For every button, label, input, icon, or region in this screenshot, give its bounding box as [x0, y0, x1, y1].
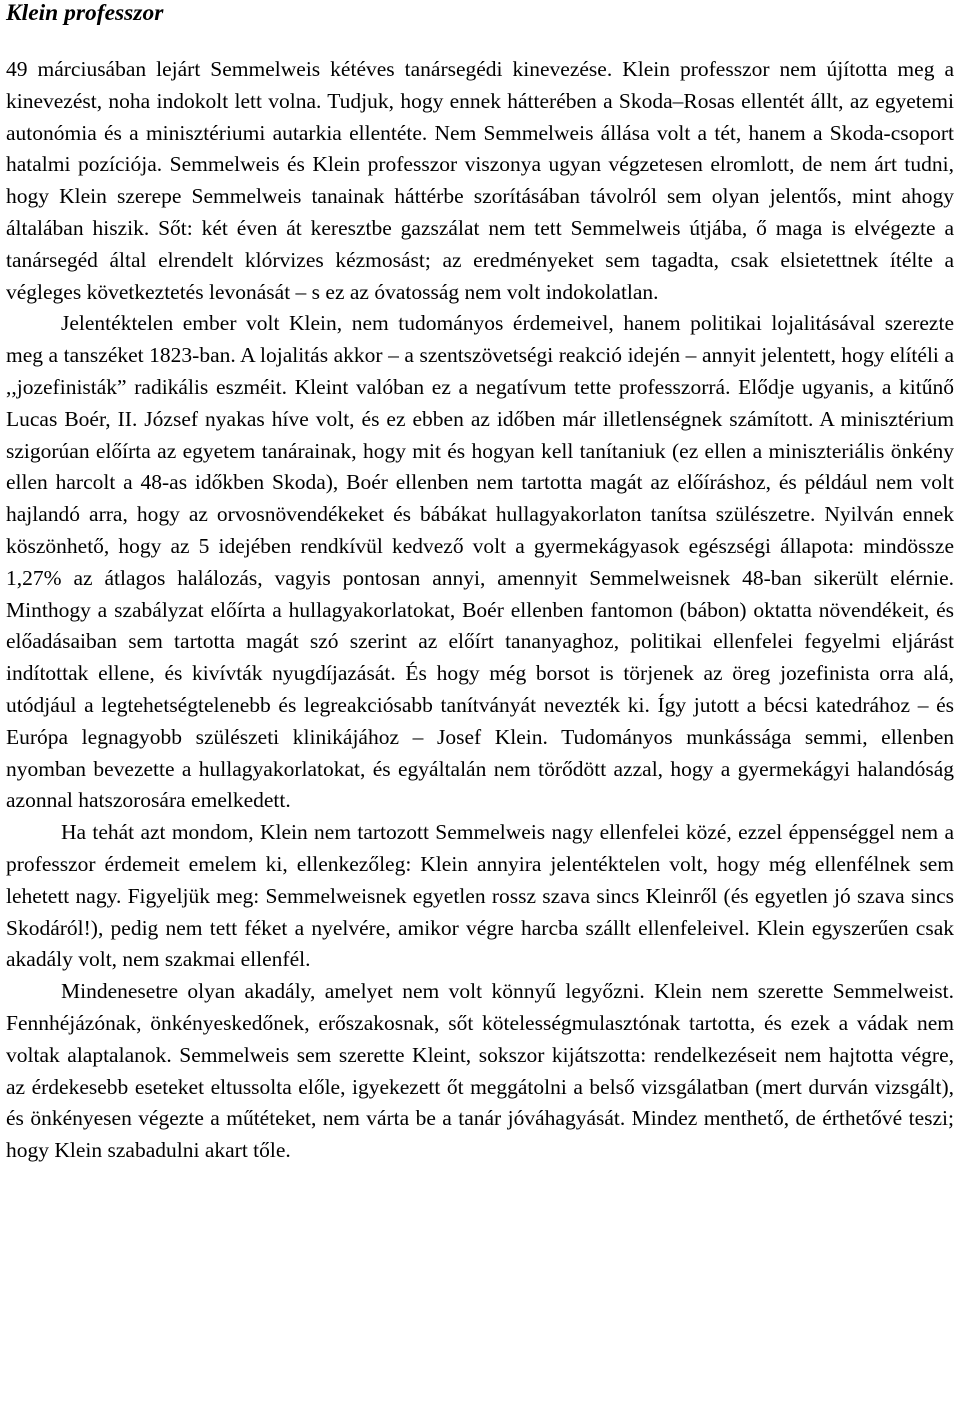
- page-title: Klein professzor: [6, 0, 164, 26]
- document-page: [6, 0, 954, 1167]
- paragraph-3: Ha tehát azt mondom, Klein nem tartozott Semmelweis nagy ellenfelei közé, ezzel éppenséggel nem a professzor érdemeit emelem ki, ellenkezőleg: Klein annyira jelentéktelen volt, hogy még ellenfélnek sem lehetett nagy. Figyeljük meg: Semmelweisnek egyetlen rossz szava sincs Kleinről (és egyetlen jó szava sincs Skodáról!), pedig nem tett féket a nyelvére, amikor végre harcba szállt ellenfeleivel. Klein egyszerűen csak akadály volt, nem szakmai ellenfél.: [6, 820, 954, 972]
- paragraph-2: Jelentéktelen ember volt Klein, nem tudományos érdemeivel, hanem politikai lojalitásával szerezte meg a tanszéket 1823-ban. A lojalitás akkor – a szentszövetségi reakció idején – annyit jelentett, hogy elítéli a ,,jozefinisták” radikális eszméit. Kleint valóban ez a negatívum tette professzorrá. Elődje ugyanis, a kitűnő Lucas Boér, II. József nyakas híve volt, és ez ebben az időben már illetlenségnek számított. A minisztérium szigorúan előírta az egyetem tanárainak, hogy mit és hogyan kell tanítaniuk (ez ellen a miniszteriális önkény ellen harcolt a 48-as időkben Skoda), Boér ellenben nem tartotta magát az előíráshoz, és például nem volt hajlandó arra, hogy az orvosnövendékeket és bábákat hullagyakorlaton tanítsa szülészetre. Nyilván ennek köszönhető, hogy az 5 idejében rendkívül kedvező volt a gyermekágyasok egészségi állapota: mindössze 1,27% az átlagos halálozás, vagyis pontosan annyi, amennyit Semmelweisnek 48-ban sikerült elérnie. Minthogy a szabályzat előírta a hullagyakorlatokat, Boér ellenben fantomon (bábon) oktatta növendékeit, és előadásaiban sem tartotta magát szó szerint az előírt tananyaghoz, politikai ellenfelei fegyelmi eljárást indítottak ellene, és kivívták nyugdíjazását. És hogy még borsot is törjenek az öreg jozefinista orra alá, utódjául a legtehetségtelenebb és legreakciósabb tanítványát nevezték ki. Így jutott a bécsi katedrához – és Európa legnagyobb szülészeti klinikájához – Josef Klein. Tudományos munkássága semmi, ellenben nyomban bevezette a hullagyakorlatokat, és egyáltalán nem törődött azzal, hogy a gyermekágyi halandóság azonnal hatszorosára emelkedett.: [6, 311, 954, 813]
- article-body: [6, 54, 954, 1167]
- paragraph-1: 49 márciusában lejárt Semmelweis kétéves tanársegédi kinevezése. Klein professzor nem újította meg a kinevezést, noha indokolt lett volna. Tudjuk, hogy ennek hátterében a Skoda–Rosas ellentét állt, az egyetemi autonómia és a minisztériumi autarkia ellentéte. Nem Semmelweis állása volt a tét, hanem a Skoda-csoport hatalmi pozíciója. Semmelweis és Klein professzor viszonya ugyan végzetesen elromlott, de nem árt tudni, hogy Klein szerepe Semmelweis tanainak háttérbe szorításában távolról sem olyan jelentős, mint ahogy általában hiszik. Sőt: két éven át keresztbe gazszálat nem tett Semmelweis útjába, ő maga is elvégezte a tanársegéd által elrendelt klórvizes kézmosást; az eredményeket sem tagadta, csak elsietettnek ítélte a végleges következtetés levonását – s ez az óvatosság nem volt indokolatlan.: [6, 57, 954, 304]
- paragraph-4: Mindenesetre olyan akadály, amelyet nem volt könnyű legyőzni. Klein nem szerette Semmelweist. Fennhéjázónak, önkényeskedőnek, erőszakosnak, sőt kötelességmulasztónak tartotta, és ezek a vádak nem voltak alaptalanok. Semmelweis sem szerette Kleint, sokszor kijátszotta: rendelkezéseit nem hajtotta végre, az érdekesebb eseteket eltussolta előle, igyekezett őt meggátolni a belső vizsgálatban (mert durván vizsgált), és önkényesen végezte a műtéteket, nem várta be a tanár jóváhagyását. Mindez menthető, de érthetővé teszi; hogy Klein szabadulni akart tőle.: [6, 979, 954, 1163]
